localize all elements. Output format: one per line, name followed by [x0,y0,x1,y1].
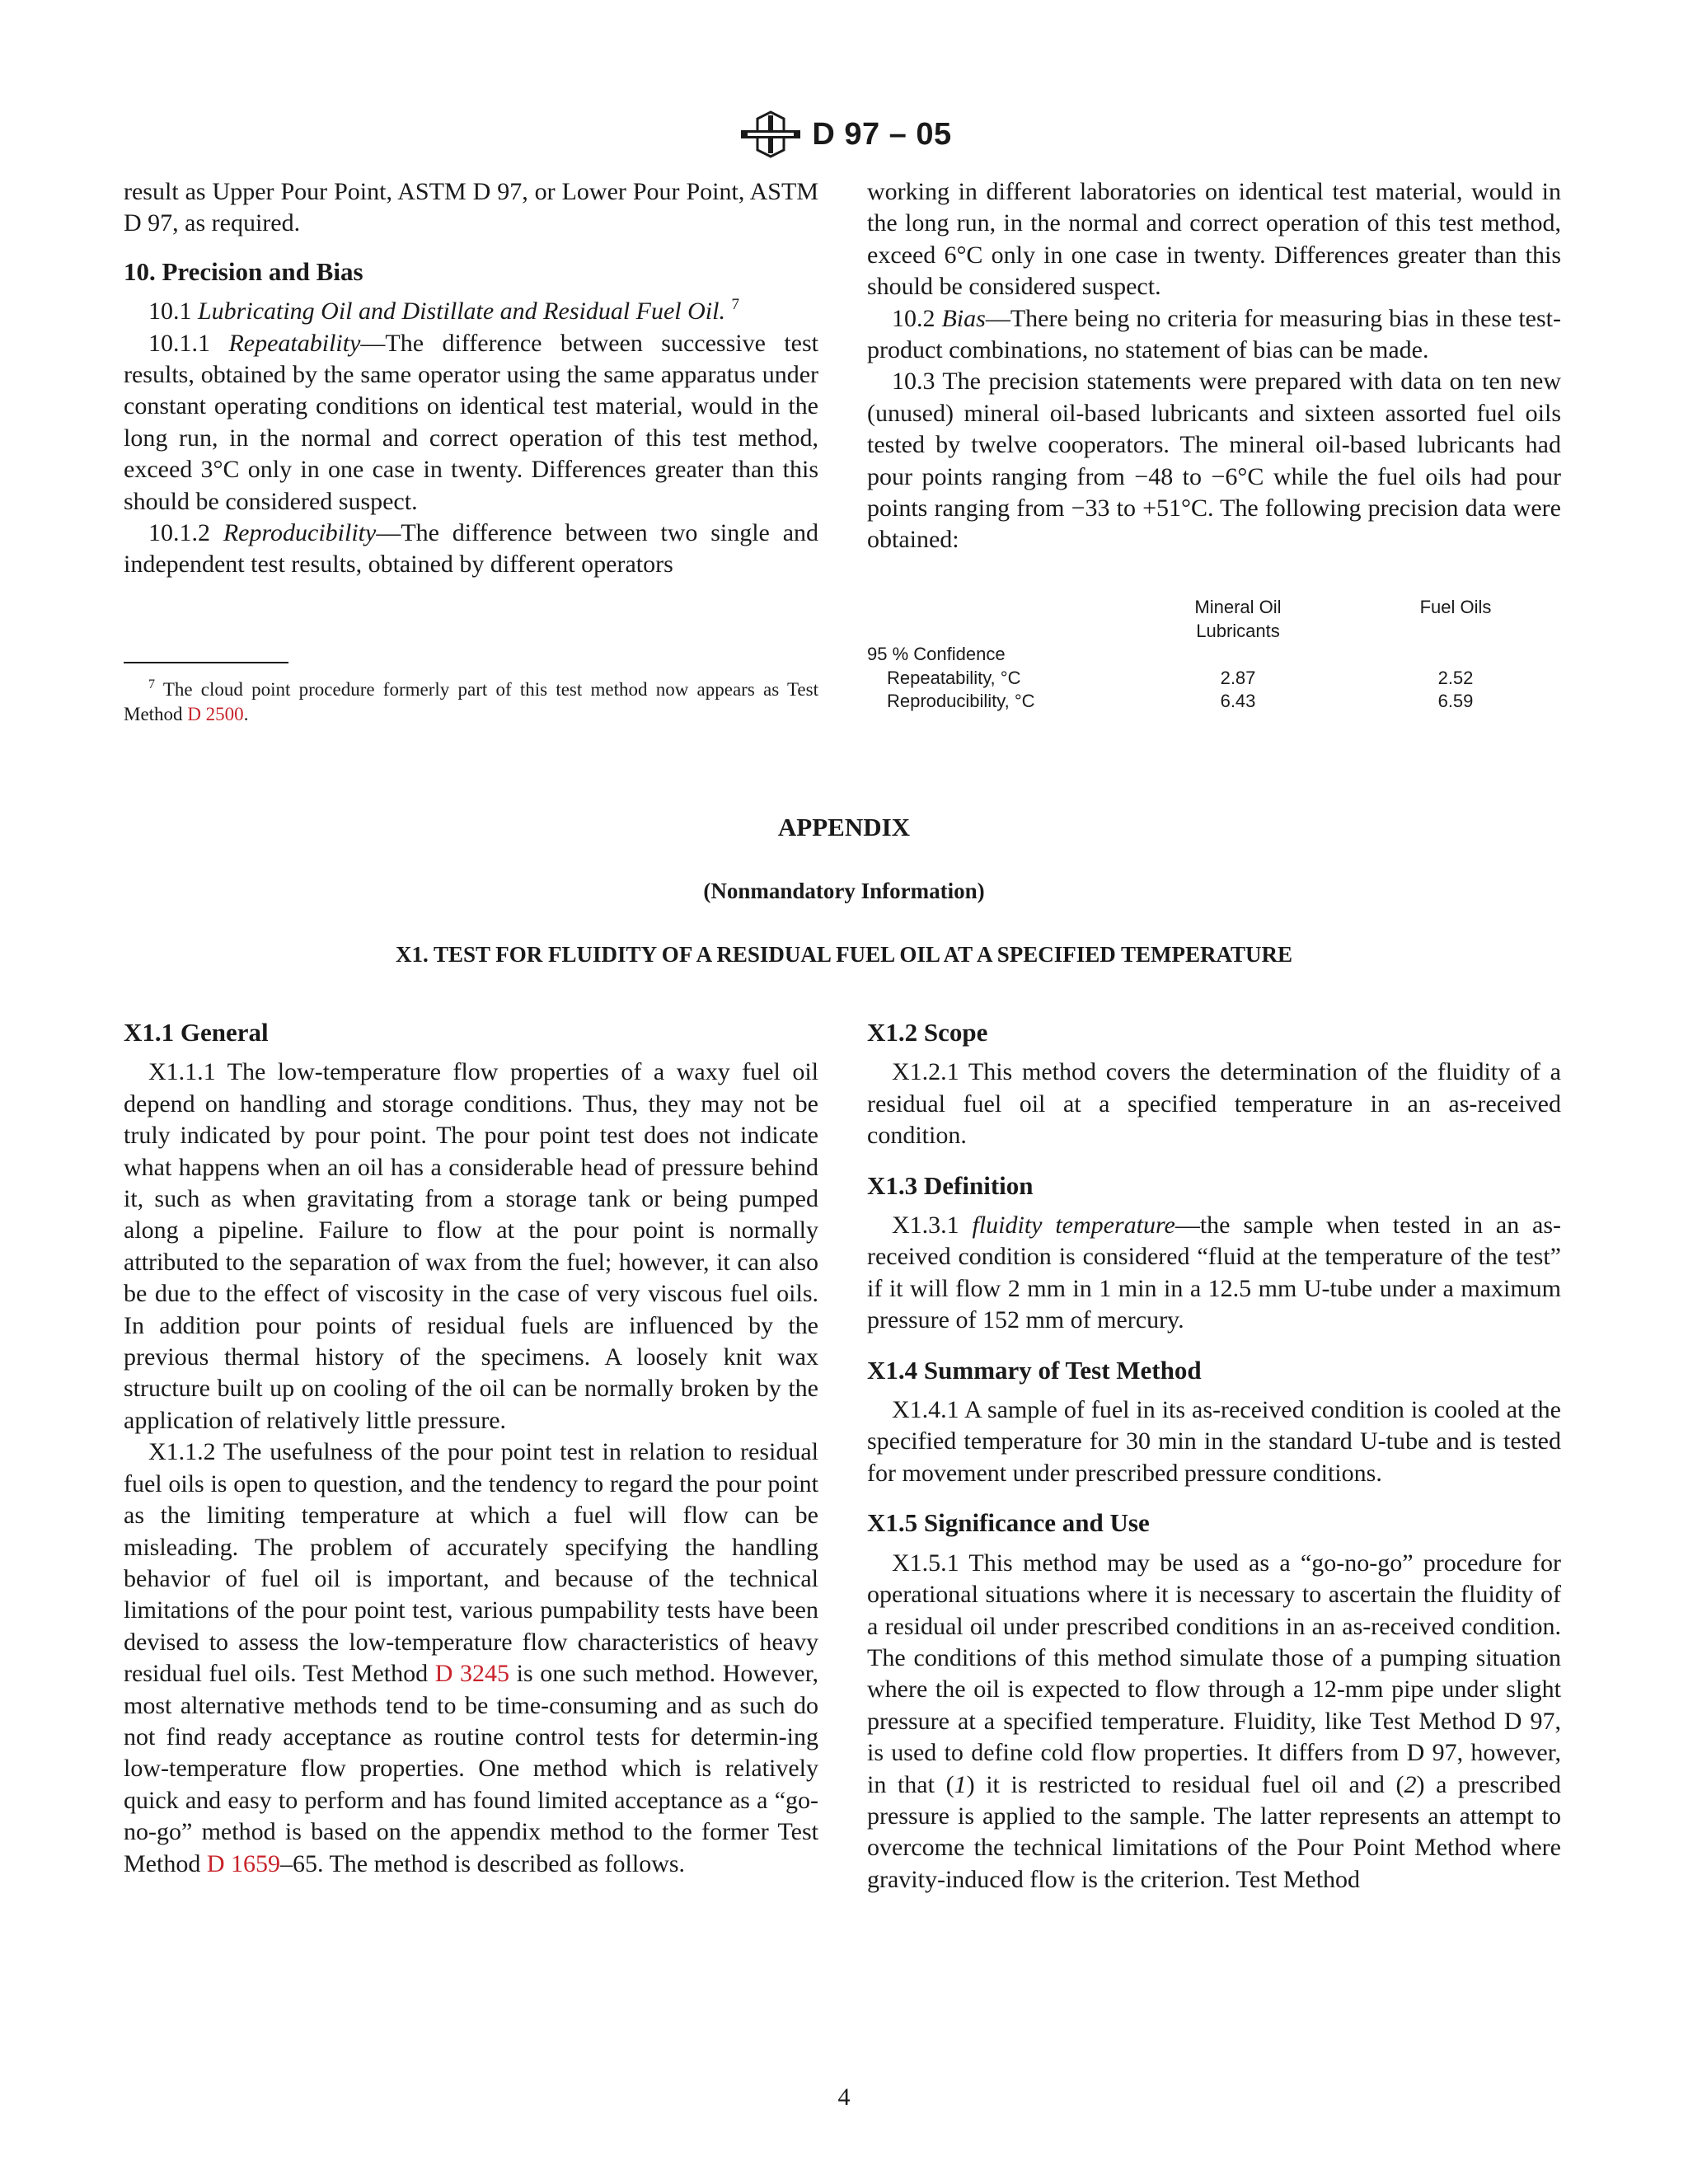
section-heading: X1.3 Definition [867,1170,1034,1200]
appendix-x1-title: X1. TEST FOR FLUIDITY OF A RESIDUAL FUEL OIL AT A SPECIFIED TEMPERATURE [395,942,1293,967]
table-header-row [867,596,1561,620]
paragraph-x1-1-2: X1.1.2 The usefulness of the pour point test in relation to residual fuel oils is open to question, and the tendency to regard the pour point as the limiting temperature at which a fuel will flow can be misleading. The problem of accurately specifying the handling behavior of fuel oil is important, and because of the technical limitations of the pour point test, various pumpability tests have been devised to assess the low-temperature flow characteristics of heavy residual fuel oils. Test Method D 3245 is one such method. However, most alternative methods tend to be time-consuming and as such do not find ready acceptance as routine control tests for determin-ing low-temperature flow properties. One method which is relatively quick and easy to perform and has found limited acceptance as a “go-no-go” method is based on the appendix method to the former Test Method D 1659–65. The method is described as follows. [124,1438,819,1877]
cell-fuel: 2.52 [1437,667,1474,688]
link-d3245[interactable]: D 3245 [434,1660,510,1688]
right-column-bottom [867,1017,1561,1896]
table-header-row [867,620,1561,644]
cell-mineral: 2.87 [1220,667,1256,688]
paragraph-10-3: 10.3 The precision statements were prepared with data on ten new (unused) mineral oil-based lubricants and sixteen assorted fuel oils tested by twelve cooperators. The mineral oil-based lubricants had pour points ranging from −48 to −6°C while the fuel oils had pour points ranging from −33 to +51°C. The following precision data were obtained: [867,368,1561,554]
appendix-subtitle: (Nonmandatory Information) [703,879,985,903]
group-label: 95 % Confidence [867,644,1006,664]
cell-mineral: 6.43 [1220,691,1256,711]
footnote-ref[interactable]: 7 [731,296,739,314]
precision-table [867,596,1561,714]
paragraph-x1-1-1: X1.1.1 The low-temperature flow properties of a waxy fuel oil depend on handling and storage conditions. Thus, they may not be truly indicated by pour point. The pour point test does not indicate what happens when an oil has a considerable head of pressure behind it, such as when gravitating from a storage tank or being pumped along a pipeline. Failure to flow at the pour point is normally attributed to the separation of wax from the fuel; however, it can also be due to the effect of viscosity in the case of very viscous fuel oils. In addition pour points of residual fuels are influenced by the previous thermal history of the specimens. A loosely knit wax structure built up on cooling of the oil can be normally broken by the application of relatively little pressure. [124,1058,818,1434]
paragraph: working in different laboratories on identical test material, would in the long run, in the normal and correct operation of this test method, exceed 6°C only in one case in twenty. Differences greater than this should be considered suspect. [867,178,1561,301]
col-header-mineral-2: Lubricants [1196,620,1280,641]
link-d1659[interactable]: D 1659 [206,1849,280,1877]
paragraph-x1-2-1: X1.2.1 This method covers the determination of the fluidity of a residual fuel oil at a specified temperature in an as-received condition. [867,1058,1561,1150]
table-row [867,690,1561,714]
footnote-divider [124,662,288,663]
right-column-top [867,176,1561,556]
paragraph-10-2: 10.2 Bias—There being no criteria for measuring bias in these test-product combinations, no statement of bias can be made. [867,304,1562,364]
paragraph-x1-5-1: X1.5.1 This method may be used as a “go-no-go” procedure for operational situations where it is necessary to ascertain the fluidity of a residual oil under prescribed conditions in an as-received condition. The conditions of this method simulate those of a pumping situation where the oil is expected to flow through a 12-mm pipe under slight pressure at a specified temperature. Fluidity, like Test Method D 97, is used to define cold flow properties. It differs from D 97, however, in that (1) it is restricted to residual fuel oil and (2) a prescribed pressure is applied to the sample. The latter represents an attempt to overcome the technical limitations of the Pour Point Method where gravity-induced flow is the criterion. Test Method [867,1549,1561,1893]
standard-designation: D 97 – 05 [812,116,952,152]
appendix-title: APPENDIX [777,813,911,841]
paragraph-10-1: 10.1 Lubricating Oil and Distillate and Residual Fuel Oil. $^7$ [148,296,739,326]
table-row [867,667,1561,691]
row-label: Reproducibility, °C [887,691,1035,711]
section-heading: X1.5 Significance and Use [867,1508,1150,1538]
astm-logo-icon [736,109,805,160]
col-header-mineral: Mineral Oil [1194,597,1282,617]
paragraph-10-1-2: 10.1.2 Reproducibility—The difference between two single and independent test results, obtained by different operators [124,519,819,579]
left-column-top [124,176,818,581]
left-column-bottom [124,1017,818,1880]
page-header [0,109,1688,160]
paragraph-x1-4-1: X1.4.1 A sample of fuel in its as-received condition is cooled at the specified temperature for 30 min in the standard U-tube and is tested for movement under prescribed pressure conditions. [867,1396,1561,1487]
link-d2500[interactable]: D 2500 [187,704,244,724]
section-heading: X1.2 Scope [867,1018,988,1047]
section-heading: X1.4 Summary of Test Method [867,1355,1202,1385]
section-heading: X1.1 General [124,1018,269,1047]
cell-fuel: 6.59 [1437,691,1474,711]
table-group-row [867,643,1561,667]
row-label: Repeatability, °C [887,667,1021,688]
footnote: $^7$ The cloud point procedure formerly part of this test method now appears as Test Method D 2500. [124,677,818,724]
col-header-fuel: Fuel Oils [1419,597,1492,617]
section-heading: 10. Precision and Bias [124,256,363,286]
paragraph-10-1-1: 10.1.1 Repeatability—The difference between successive test results, obtained by the same operator using the same apparatus under constant operating conditions on identical test material, would in the long run, in the normal and correct operation of this test method, exceed 3°C only in one case in twenty. Differences greater than this should be considered suspect. [124,329,818,515]
page-number: 4 [837,2083,851,2111]
paragraph-x1-3-1: X1.3.1 fluidity temperature—the sample when tested in an as-received condition is considered “fluid at the temperature of the test” if it will flow 2 mm in 1 min in a 12.5 mm U-tube under a maximum pressure of 152 mm of mercury. [867,1212,1562,1334]
paragraph: result as Upper Pour Point, ASTM D 97, or Lower Pour Point, ASTM D 97, as required. [124,178,818,237]
